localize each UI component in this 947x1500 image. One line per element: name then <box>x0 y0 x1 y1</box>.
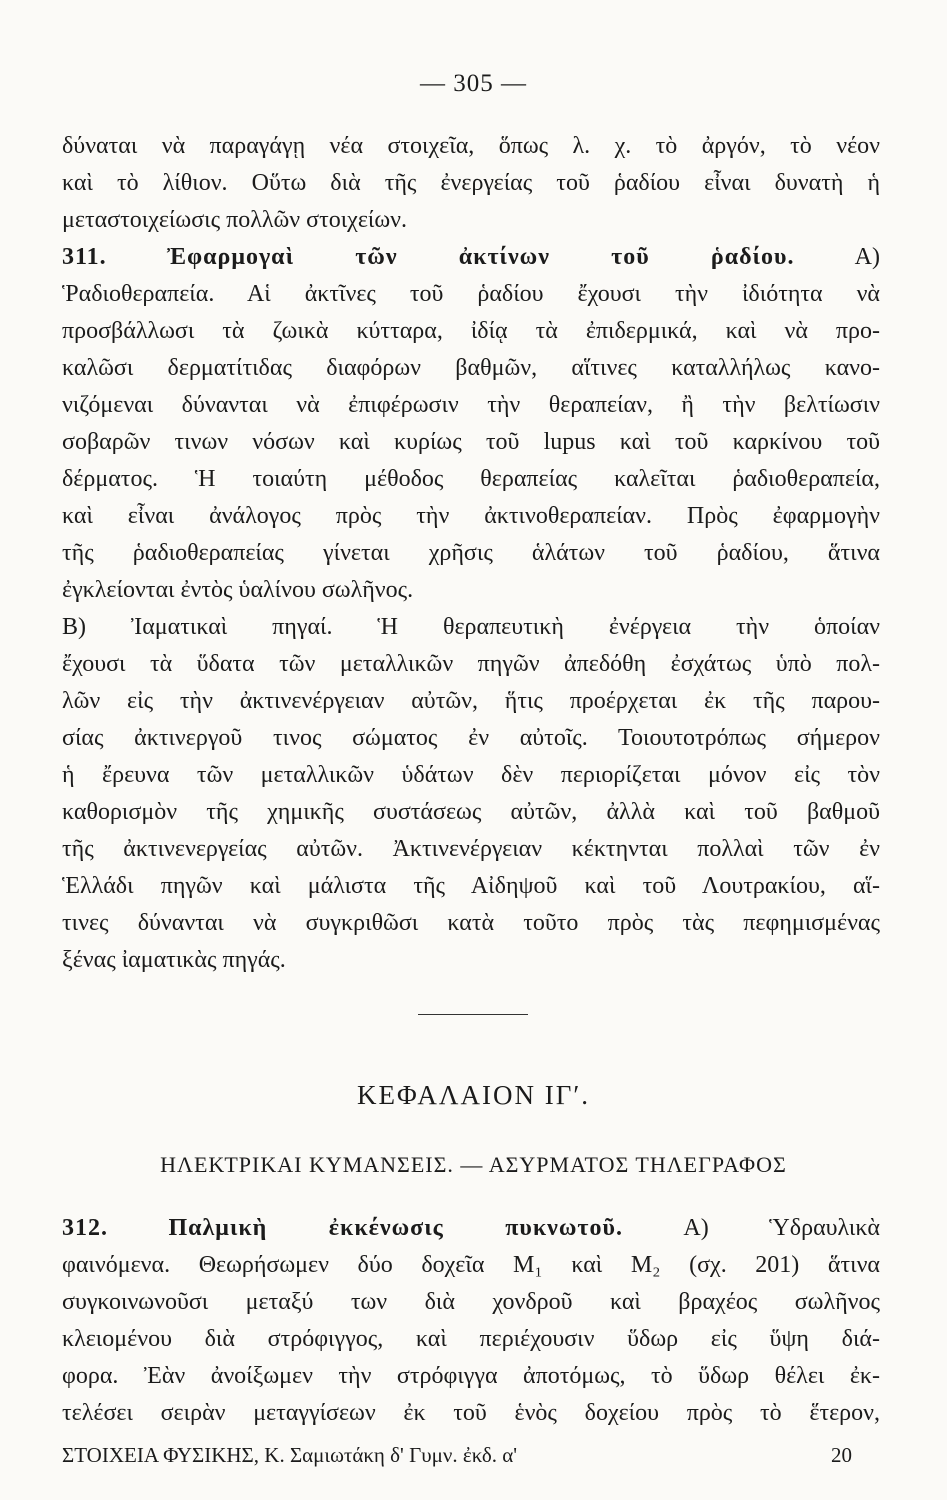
section-number: 311. <box>62 244 107 270</box>
text-line: μεταστοιχείωσις πολλῶν στοιχείων. <box>62 207 407 233</box>
section-312 <box>62 1210 880 1432</box>
text-line: δέρματος. Ἡ τοιαύτη μέθοδος θεραπείας καλεῖται ῥαδιοθεραπεία, <box>62 466 880 492</box>
text-line: ξένας ἰαματικὰς πηγάς. <box>62 947 286 973</box>
chapter-subtitle: ΗΛΕΚΤΡΙΚΑΙ ΚΥΜΑΝΣΕΙΣ. — ΑΣΥΡΜΑΤΟΣ ΤΗΛΕΓΡΑΦΟΣ <box>160 1152 787 1177</box>
text-line: καλῶσι δερματίτιδας διαφόρων βαθμῶν, αἵτινες καταλλήλως κανο- <box>62 355 880 381</box>
section-312-heading-line <box>62 1210 880 1247</box>
text-line: Β) Ἰαματικαὶ πηγαί. Ἡ θεραπευτικὴ ἐνέργεια τὴν ὁποίαν <box>62 614 880 640</box>
text-line: τῆς ῥαδιοθεραπείας γίνεται χρῆσις ἁλάτων τοῦ ῥαδίου, ἅτινα <box>62 540 880 566</box>
subsection-marker: A) <box>854 244 880 270</box>
section-311-heading-line <box>62 239 880 276</box>
text-line: καὶ τὸ λίθιον. Οὕτω διὰ τῆς ἐνεργείας τοῦ ῥαδίου εἶναι δυνατὴ ἡ <box>62 170 880 196</box>
text-line: σίας ἀκτινεργοῦ τινος σώματος ἐν αὐτοῖς. Τοιουτοτρόπως σήμερον <box>62 725 880 751</box>
text-line: καὶ εἶναι ἀνάλογος πρὸς τὴν ἀκτινοθεραπείαν. Πρὸς ἐφαρμογὴν <box>62 503 880 529</box>
section-title: Ἐφαρμογαὶ τῶν ἀκτίνων τοῦ ῥαδίου. <box>166 244 795 270</box>
text-line: τελέσει σειρὰν μεταγγίσεων ἐκ τοῦ ἑνὸς δοχείου πρὸς τὸ ἕτερον, <box>62 1400 880 1426</box>
text-line: τῆς ἀκτινενεργείας αὐτῶν. Ἀκτινενέργειαν κέκτηνται πολλαὶ τῶν ἐν <box>62 836 880 862</box>
chapter-title: ΚΕΦΑΛΑΙΟΝ ΙΓʹ. <box>356 1080 590 1110</box>
text-line: ἡ ἔρευνα τῶν μεταλλικῶν ὑδάτων δὲν περιορίζεται μόνον εἰς τὸν <box>62 762 880 788</box>
page-number: — 305 — <box>420 70 527 97</box>
text-line: ἔχουσι τὰ ὕδατα τῶν μεταλλικῶν πηγῶν ἀπεδόθη ἐσχάτως ὑπὸ πολ- <box>62 651 880 677</box>
text-line: κλειομένου διὰ στρόφιγγος, καὶ περιέχουσιν ὕδωρ εἰς ὕψη διά- <box>62 1326 880 1352</box>
text-line: τινες δύνανται νὰ συγκριθῶσι κατὰ τοῦτο πρὸς τὰς πεφημισμένας <box>62 910 880 936</box>
section-310-end <box>62 128 880 239</box>
page-footer <box>62 1440 880 1470</box>
footer-book-title: ΣΤΟΙΧΕΙΑ ΦΥΣΙΚΗΣ, Κ. Σαμιωτάκη δ' Γυμν. ἐκδ. α' <box>62 1443 517 1467</box>
text-line: δύναται νὰ παραγάγῃ νέα στοιχεῖα, ὅπως λ. χ. τὸ ἀργόν, τὸ νέον <box>62 133 880 159</box>
footer-signature: 20 <box>831 1443 852 1467</box>
text-line: προσβάλλωσι τὰ ζωικὰ κύτταρα, ἰδίᾳ τὰ ἐπιδερμικά, καὶ νὰ προ- <box>62 318 880 344</box>
text-line: καθορισμὸν τῆς χημικῆς συστάσεως αὐτῶν, ἀλλὰ καὶ τοῦ βαθμοῦ <box>62 799 880 825</box>
text-line: φορα. Ἐὰν ἀνοίξωμεν τὴν στρόφιγγα ἀποτόμως, τὸ ὕδωρ θέλει ἐκ- <box>62 1363 880 1389</box>
section-title: Παλμικὴ ἐκκένωσις πυκνωτοῦ. <box>168 1215 623 1241</box>
text-line: ἐγκλείονται ἐντὸς ὑαλίνου σωλῆνος. <box>62 577 414 603</box>
section-number: 312. <box>62 1215 108 1241</box>
text-line: νιζόμεναι δύνανται νὰ ἐπιφέρωσιν τὴν θεραπείαν, ἢ τὴν βελτίωσιν <box>62 392 880 418</box>
text-line: σοβαρῶν τινων νόσων καὶ κυρίως τοῦ lupus καὶ τοῦ καρκίνου τοῦ <box>62 429 880 455</box>
text-line: Ῥαδιοθεραπεία. Αἱ ἀκτῖνες τοῦ ῥαδίου ἔχουσι τὴν ἰδιότητα νὰ <box>62 281 880 307</box>
text-line: φαινόμενα. Θεωρήσωμεν δύο δοχεῖα Μ₁ καὶ Μ₂ (σχ. 201) ἅτινα <box>62 1252 880 1278</box>
section-311 <box>62 239 880 979</box>
section-divider <box>418 1014 528 1015</box>
text-line: συγκοινωνοῦσι μεταξύ των διὰ χονδροῦ καὶ βραχέος σωλῆνος <box>62 1289 880 1315</box>
text-line: Ἑλλάδι πηγῶν καὶ μάλιστα τῆς Αἰδηψοῦ καὶ τοῦ Λουτρακίου, αἵ- <box>62 873 880 899</box>
text-line: λῶν εἰς τὴν ἀκτινενέργειαν αὐτῶν, ἥτις προέρχεται ἐκ τῆς παρου- <box>62 688 880 714</box>
subsection-title: A) Ὑδραυλικὰ <box>683 1215 881 1241</box>
